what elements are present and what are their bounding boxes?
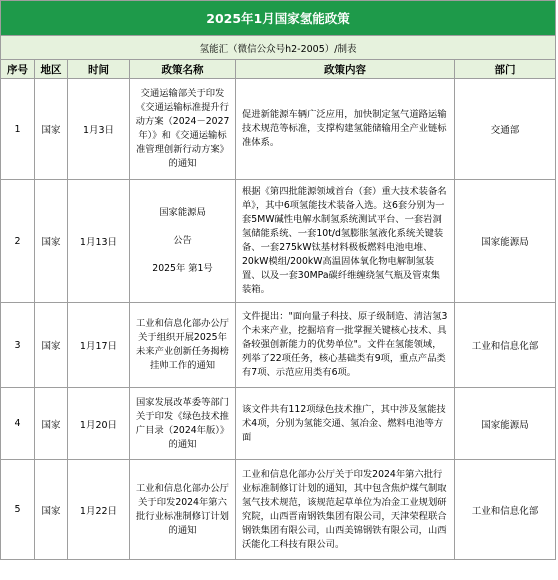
row-region: 国家: [35, 79, 68, 180]
row-index: 1: [1, 79, 35, 180]
policy-name-line: 国家能源局: [159, 207, 206, 218]
title-row: [1, 1, 556, 36]
table-row: [1, 79, 556, 180]
row-policy-name: [130, 180, 236, 303]
row-region: 国家: [35, 460, 68, 560]
header-row: [1, 60, 556, 79]
row-department: 国家能源局: [455, 180, 556, 303]
row-policy-name: 工业和信息化部办公厅关于印发2024年第六批行业标准制修订计划的通知: [130, 460, 236, 560]
row-region: 国家: [35, 180, 68, 303]
table-title: 2025年1月国家氢能政策: [1, 1, 556, 36]
header-name: 政策名称: [130, 60, 236, 79]
policy-name-line: 公告: [173, 235, 192, 246]
row-region: 国家: [35, 388, 68, 460]
row-policy-name: 国家发展改革委等部门关于印发《绿色技术推广目录（2024年版）》的通知: [130, 388, 236, 460]
row-department: 工业和信息化部: [455, 460, 556, 560]
row-department: 工业和信息化部: [455, 303, 556, 388]
row-policy-content: 工业和信息化部办公厅关于印发2024年第六批行业标准制修订计划的通知，其中包含焦炉煤气制取氢气技术规范，该规范起草单位为冶金工业规划研究院，山西晋南钢铁集团有限公司，天津荣程联合钢铁集团有限公司，山西美锦钢铁有限公司，山西沃能化工科技有限公司。: [236, 460, 455, 560]
row-policy-content: 促进新能源车辆广泛应用，加快制定氢气道路运输技术规范等标准，支撑构建氢能储输用全产业链标准体系。: [236, 79, 455, 180]
row-time: 1月20日: [68, 388, 130, 460]
row-policy-content: 该文件共有112项绿色技术推广，其中涉及氢能技术4项，分别为氢能交通、氢冶金、燃料电池等方面: [236, 388, 455, 460]
subtitle-row: [1, 36, 556, 60]
table-row: [1, 303, 556, 388]
row-policy-name: 工业和信息化部办公厅关于组织开展2025年未来产业创新任务揭榜挂帅工作的通知: [130, 303, 236, 388]
row-index: 3: [1, 303, 35, 388]
row-department: 国家能源局: [455, 388, 556, 460]
header-index: 序号: [1, 60, 35, 79]
policy-name-line: 2025年 第1号: [152, 263, 213, 274]
header-department: 部门: [455, 60, 556, 79]
row-index: 2: [1, 180, 35, 303]
row-index: 5: [1, 460, 35, 560]
row-policy-name: 交通运输部关于印发《交通运输标准提升行动方案（2024－2027年）》和《交通运输标准管理创新行动方案》的通知: [130, 79, 236, 180]
row-region: 国家: [35, 303, 68, 388]
table-subtitle: 氢能汇（微信公众号h2-2005）/制表: [1, 36, 556, 60]
row-index: 4: [1, 388, 35, 460]
row-time: 1月13日: [68, 180, 130, 303]
row-time: 1月17日: [68, 303, 130, 388]
table-row: [1, 460, 556, 560]
table-row: [1, 180, 556, 303]
row-time: 1月3日: [68, 79, 130, 180]
header-content: 政策内容: [236, 60, 455, 79]
row-time: 1月22日: [68, 460, 130, 560]
row-policy-content: 文件提出："面向量子科技、原子级制造、清洁氢3个未来产业，挖掘培育一批掌握关键核心技术、具备较强创新能力的优势单位"。文件在氢能领域，列举了22项任务，核心基础类有9项，重点产品类有7项、示范应用类有6项。: [236, 303, 455, 388]
row-policy-content: 根据《第四批能源领域首台（套）重大技术装备名单》，其中6项氢能技术装备入选。这6套分别为一套5MW碱性电解水制氢系统测试平台、一套岩洞氢储能系统、一套10t/d氢膨胀氢液化系统关键装备、一套275kW钛基材料极板燃料电池电堆、20kW模组/200kW高温固体氧化物电解制氢装置、以及一套30MPa碳纤维缠绕氢气瓶及管束集装箱。: [236, 180, 455, 303]
row-department: 交通部: [455, 79, 556, 180]
header-region: 地区: [35, 60, 68, 79]
table-row: [1, 388, 556, 460]
header-time: 时间: [68, 60, 130, 79]
